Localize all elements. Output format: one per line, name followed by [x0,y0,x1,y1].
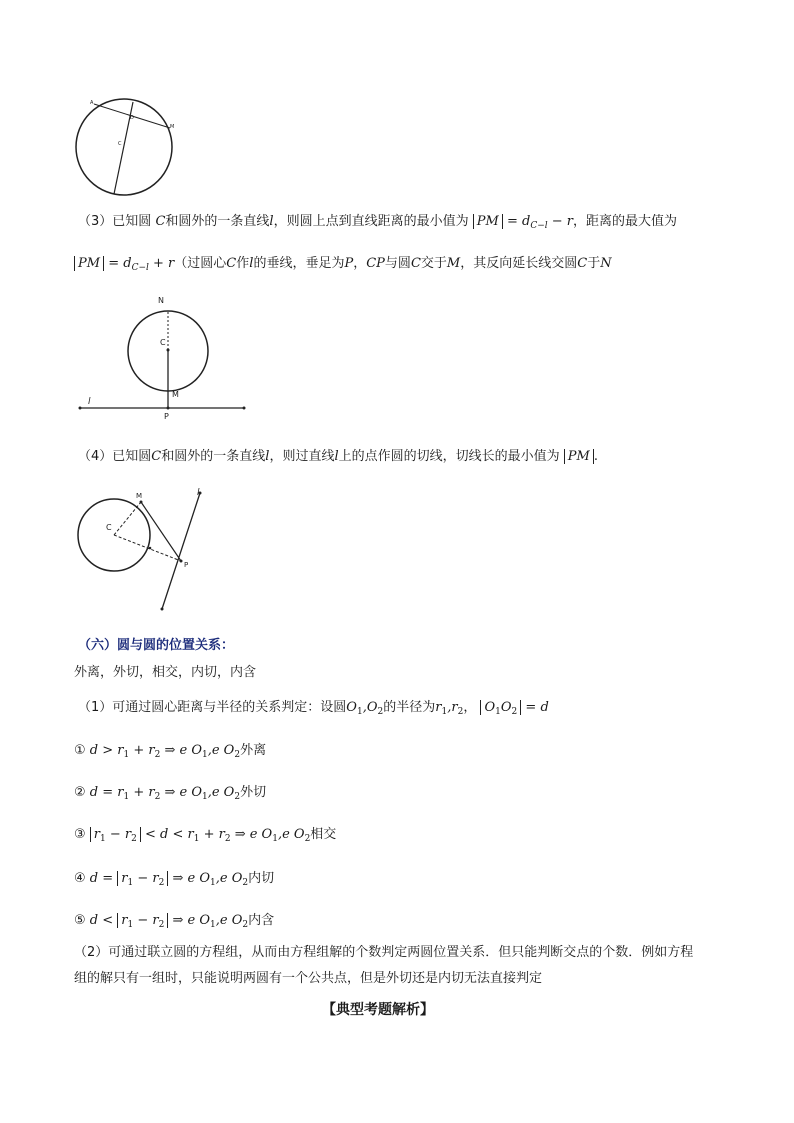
section-title-typical-problems: 【典型考题解析】 [322,1002,434,1018]
fig1-label-d: D [130,115,134,121]
figure-tangent-length [70,485,220,615]
abs-pm: PM [473,214,503,229]
fig2-label-p: P [164,412,169,420]
case-intersect: ③ $r_1 - r_2 < d < r_1 + r_2$ ⇒ e $O_1,e$ $O_2$相交 [74,827,337,844]
item6-2-line2: 组的解只有一组时，只能说明两圆有一个公共点，但是外切还是内切无法直接判定 [74,971,543,986]
fig2-label-n: N [158,296,164,305]
figure-circle-chord [70,92,190,204]
case-internally-tangent: ④ $d = r_1 - r_2$ ⇒ e $O_1,e$ $O_2$内切 [74,871,275,888]
case-externally-tangent: ② $d = r_1 + r_2$ ⇒ e $O_1,e$ $O_2$外切 [74,785,267,802]
fig3-label-m: M [136,492,143,500]
relation-types: 外离，外切，相交，内切，内含 [74,665,257,680]
item6-1-line: （1）可通过圆心距离与半径的关系判定：设圆$O_1,O_2$的半径为$r_1,r_2$， $O_1O_2 = d$ [78,700,549,717]
fig2-label-c: C [160,338,166,347]
case-contained: ⑤ $d < r_1 - r_2$ ⇒ e $O_1,e$ $O_2$内含 [74,913,275,930]
item6-2-line1: （2）可通过联立圆的方程组，从而由方程组解的个数判定两圆位置关系．但只能判断交点的个数．例如方程 [74,945,694,960]
fig3-label-c: C [106,523,112,532]
case-separate: ① $d > r_1 + r_2$ ⇒ e $O_1,e$ $O_2$外离 [74,743,267,760]
section-heading: （六）圆与圆的位置关系： [78,638,235,653]
item3-line2: PM = $d_{C-l} + r$（过圆心C作l的垂线，垂足为P，CP与圆C交于M，其反向延长线交圆C于N [74,255,612,274]
fig2-label-l: l [88,397,91,407]
fig1-label-m: M [170,124,175,130]
item4-line: （4）已知圆C和圆外的一条直线l，则过直线l上的点作圆的切线，切线长的最小值为 PM . [78,449,598,464]
item3-line1: （3）已知圆 C和圆外的一条直线l，则圆上点到直线距离的最小值为 PM = $d_{C-l} - r$，距离的最大值为 [78,214,678,231]
fig3-label-l: l [197,488,200,498]
fig2-label-m: M [172,390,179,399]
fig1-label-a: A [90,100,94,106]
fig3-label-p: P [184,561,189,569]
fig1-label-c: C [118,141,122,147]
figure-circle-line-distance [70,290,260,420]
